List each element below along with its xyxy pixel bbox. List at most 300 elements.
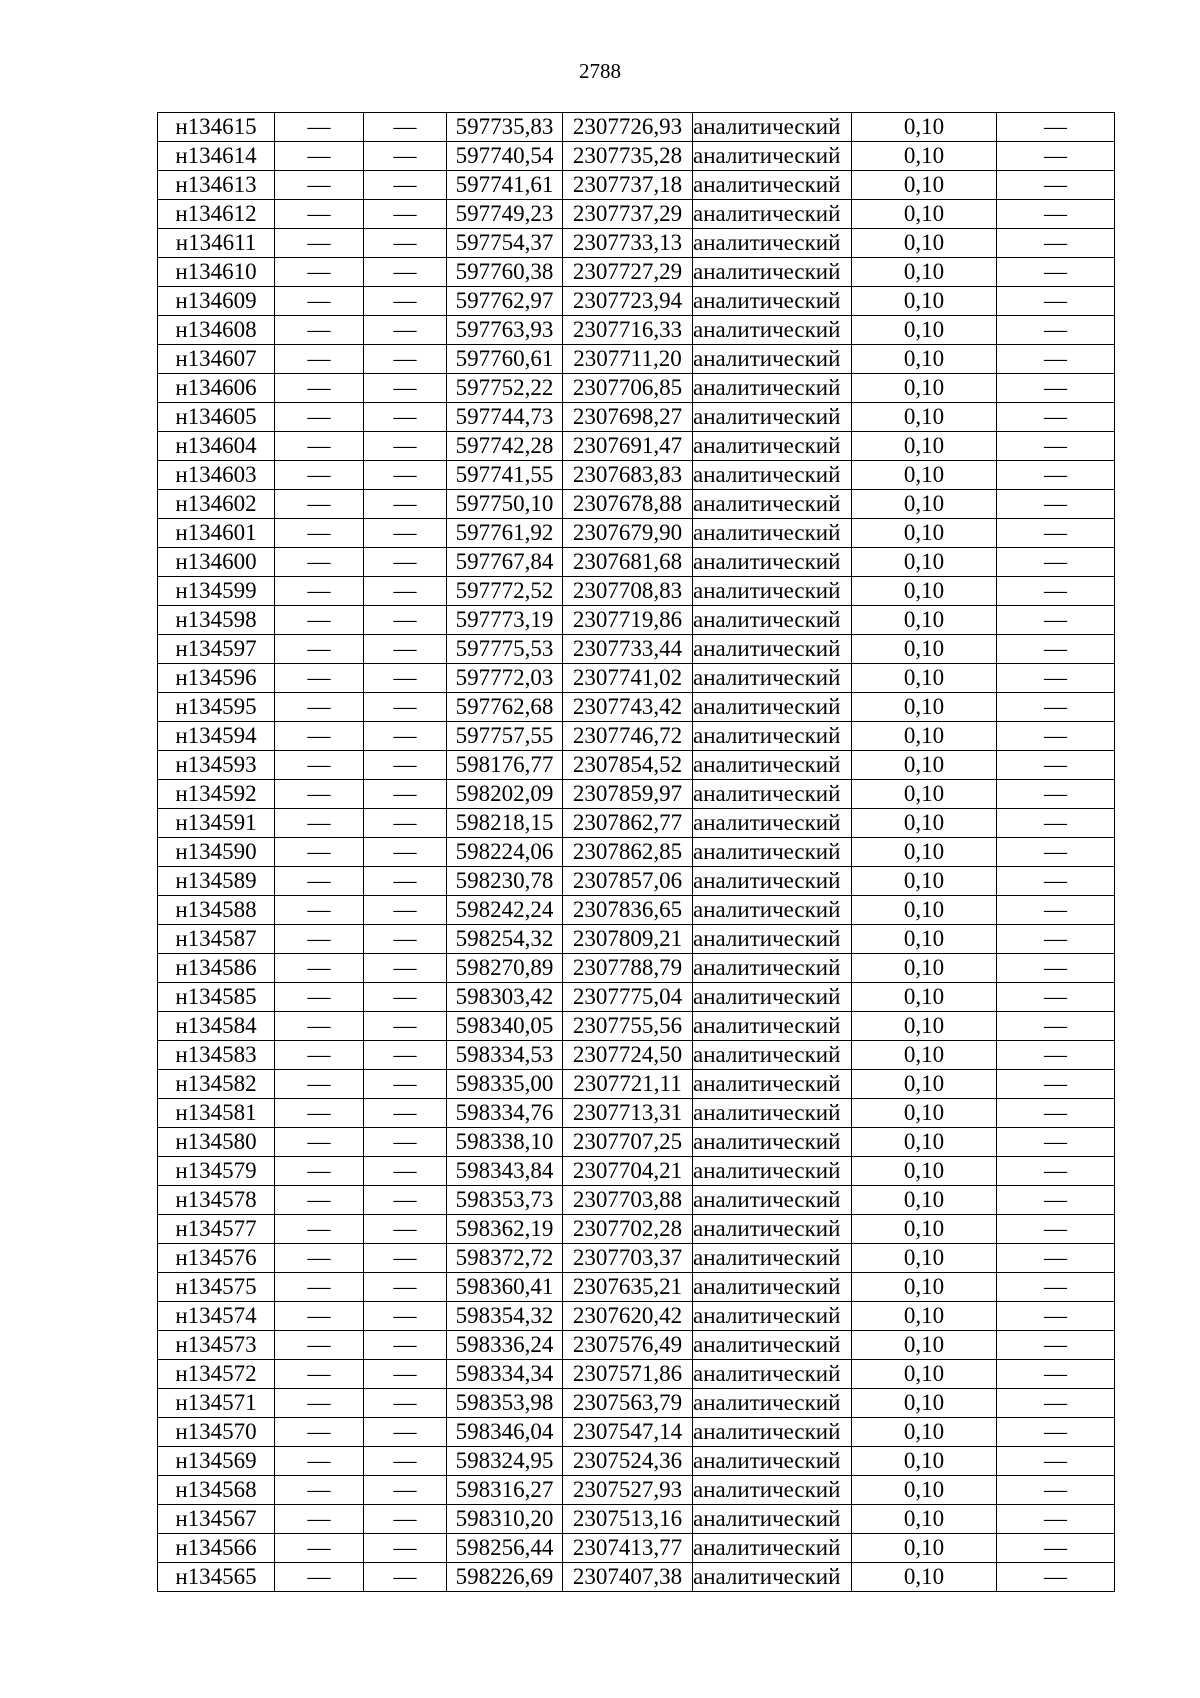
x-coordinate-cell: 598202,09 — [447, 780, 563, 809]
method-cell: аналитический — [693, 113, 852, 142]
y-coordinate-cell: 2307737,29 — [563, 200, 693, 229]
point-id-cell: н134593 — [158, 751, 275, 780]
point-id-cell: н134581 — [158, 1099, 275, 1128]
empty-value-cell: — — [364, 1505, 447, 1534]
empty-value-cell: — — [275, 1186, 364, 1215]
y-coordinate-cell: 2307702,28 — [563, 1215, 693, 1244]
x-coordinate-cell: 597749,23 — [447, 200, 563, 229]
x-coordinate-cell: 598334,53 — [447, 1041, 563, 1070]
y-coordinate-cell: 2307809,21 — [563, 925, 693, 954]
y-coordinate-cell: 2307862,85 — [563, 838, 693, 867]
empty-value-cell: — — [997, 1157, 1115, 1186]
empty-value-cell: — — [364, 1099, 447, 1128]
x-coordinate-cell: 598310,20 — [447, 1505, 563, 1534]
table-row — [158, 403, 1115, 432]
table-row — [158, 1302, 1115, 1331]
accuracy-cell: 0,10 — [852, 1534, 997, 1563]
empty-value-cell: — — [275, 1418, 364, 1447]
empty-value-cell: — — [997, 693, 1115, 722]
point-id-cell: н134605 — [158, 403, 275, 432]
y-coordinate-cell: 2307571,86 — [563, 1360, 693, 1389]
empty-value-cell: — — [364, 1041, 447, 1070]
point-id-cell: н134590 — [158, 838, 275, 867]
accuracy-cell: 0,10 — [852, 838, 997, 867]
empty-value-cell: — — [275, 809, 364, 838]
point-id-cell: н134578 — [158, 1186, 275, 1215]
method-cell: аналитический — [693, 722, 852, 751]
accuracy-cell: 0,10 — [852, 1563, 997, 1592]
empty-value-cell: — — [275, 1505, 364, 1534]
empty-value-cell: — — [997, 809, 1115, 838]
y-coordinate-cell: 2307513,16 — [563, 1505, 693, 1534]
point-id-cell: н134614 — [158, 142, 275, 171]
y-coordinate-cell: 2307836,65 — [563, 896, 693, 925]
empty-value-cell: — — [997, 548, 1115, 577]
accuracy-cell: 0,10 — [852, 229, 997, 258]
empty-value-cell: — — [275, 258, 364, 287]
method-cell: аналитический — [693, 751, 852, 780]
table-row — [158, 896, 1115, 925]
point-id-cell: н134611 — [158, 229, 275, 258]
empty-value-cell: — — [997, 1476, 1115, 1505]
method-cell: аналитический — [693, 983, 852, 1012]
method-cell: аналитический — [693, 664, 852, 693]
y-coordinate-cell: 2307788,79 — [563, 954, 693, 983]
method-cell: аналитический — [693, 1563, 852, 1592]
empty-value-cell: — — [275, 374, 364, 403]
empty-value-cell: — — [364, 1012, 447, 1041]
x-coordinate-cell: 598230,78 — [447, 867, 563, 896]
empty-value-cell: — — [364, 1534, 447, 1563]
empty-value-cell: — — [364, 403, 447, 432]
table-row — [158, 1418, 1115, 1447]
empty-value-cell: — — [275, 1157, 364, 1186]
y-coordinate-cell: 2307857,06 — [563, 867, 693, 896]
x-coordinate-cell: 598226,69 — [447, 1563, 563, 1592]
empty-value-cell: — — [997, 258, 1115, 287]
accuracy-cell: 0,10 — [852, 374, 997, 403]
x-coordinate-cell: 598336,24 — [447, 1331, 563, 1360]
table-row — [158, 1331, 1115, 1360]
empty-value-cell: — — [364, 577, 447, 606]
table-row — [158, 1563, 1115, 1592]
x-coordinate-cell: 598256,44 — [447, 1534, 563, 1563]
x-coordinate-cell: 598372,72 — [447, 1244, 563, 1273]
y-coordinate-cell: 2307737,18 — [563, 171, 693, 200]
accuracy-cell: 0,10 — [852, 751, 997, 780]
y-coordinate-cell: 2307683,83 — [563, 461, 693, 490]
empty-value-cell: — — [364, 345, 447, 374]
accuracy-cell: 0,10 — [852, 345, 997, 374]
point-id-cell: н134583 — [158, 1041, 275, 1070]
table-row — [158, 229, 1115, 258]
empty-value-cell: — — [997, 983, 1115, 1012]
empty-value-cell: — — [275, 896, 364, 925]
empty-value-cell: — — [275, 548, 364, 577]
accuracy-cell: 0,10 — [852, 490, 997, 519]
accuracy-cell: 0,10 — [852, 896, 997, 925]
table-row — [158, 1360, 1115, 1389]
x-coordinate-cell: 598334,76 — [447, 1099, 563, 1128]
point-id-cell: н134575 — [158, 1273, 275, 1302]
empty-value-cell: — — [275, 316, 364, 345]
accuracy-cell: 0,10 — [852, 983, 997, 1012]
accuracy-cell: 0,10 — [852, 664, 997, 693]
empty-value-cell: — — [275, 1273, 364, 1302]
y-coordinate-cell: 2307698,27 — [563, 403, 693, 432]
y-coordinate-cell: 2307755,56 — [563, 1012, 693, 1041]
accuracy-cell: 0,10 — [852, 1128, 997, 1157]
table-row — [158, 954, 1115, 983]
point-id-cell: н134608 — [158, 316, 275, 345]
y-coordinate-cell: 2307775,04 — [563, 983, 693, 1012]
y-coordinate-cell: 2307859,97 — [563, 780, 693, 809]
table-row — [158, 867, 1115, 896]
empty-value-cell: — — [275, 1534, 364, 1563]
y-coordinate-cell: 2307678,88 — [563, 490, 693, 519]
empty-value-cell: — — [364, 780, 447, 809]
x-coordinate-cell: 598224,06 — [447, 838, 563, 867]
x-coordinate-cell: 598324,95 — [447, 1447, 563, 1476]
y-coordinate-cell: 2307681,68 — [563, 548, 693, 577]
accuracy-cell: 0,10 — [852, 316, 997, 345]
y-coordinate-cell: 2307703,37 — [563, 1244, 693, 1273]
accuracy-cell: 0,10 — [852, 1215, 997, 1244]
empty-value-cell: — — [275, 751, 364, 780]
empty-value-cell: — — [275, 925, 364, 954]
empty-value-cell: — — [364, 142, 447, 171]
empty-value-cell: — — [275, 664, 364, 693]
method-cell: аналитический — [693, 1070, 852, 1099]
x-coordinate-cell: 597741,55 — [447, 461, 563, 490]
empty-value-cell: — — [275, 1447, 364, 1476]
empty-value-cell: — — [997, 200, 1115, 229]
point-id-cell: н134597 — [158, 635, 275, 664]
y-coordinate-cell: 2307726,93 — [563, 113, 693, 142]
method-cell: аналитический — [693, 1157, 852, 1186]
empty-value-cell: — — [364, 113, 447, 142]
point-id-cell: н134615 — [158, 113, 275, 142]
x-coordinate-cell: 598346,04 — [447, 1418, 563, 1447]
empty-value-cell: — — [997, 896, 1115, 925]
empty-value-cell: — — [364, 954, 447, 983]
y-coordinate-cell: 2307719,86 — [563, 606, 693, 635]
x-coordinate-cell: 598316,27 — [447, 1476, 563, 1505]
empty-value-cell: — — [364, 316, 447, 345]
accuracy-cell: 0,10 — [852, 432, 997, 461]
empty-value-cell: — — [275, 867, 364, 896]
table-row — [158, 635, 1115, 664]
empty-value-cell: — — [275, 983, 364, 1012]
x-coordinate-cell: 597740,54 — [447, 142, 563, 171]
y-coordinate-cell: 2307708,83 — [563, 577, 693, 606]
accuracy-cell: 0,10 — [852, 1099, 997, 1128]
x-coordinate-cell: 598343,84 — [447, 1157, 563, 1186]
empty-value-cell: — — [364, 896, 447, 925]
empty-value-cell: — — [364, 490, 447, 519]
empty-value-cell: — — [364, 548, 447, 577]
empty-value-cell: — — [364, 722, 447, 751]
point-id-cell: н134566 — [158, 1534, 275, 1563]
empty-value-cell: — — [997, 1418, 1115, 1447]
empty-value-cell: — — [275, 432, 364, 461]
accuracy-cell: 0,10 — [852, 1041, 997, 1070]
method-cell: аналитический — [693, 548, 852, 577]
empty-value-cell: — — [364, 1447, 447, 1476]
empty-value-cell: — — [275, 490, 364, 519]
empty-value-cell: — — [997, 1563, 1115, 1592]
empty-value-cell: — — [364, 432, 447, 461]
accuracy-cell: 0,10 — [852, 693, 997, 722]
empty-value-cell: — — [364, 1273, 447, 1302]
x-coordinate-cell: 597750,10 — [447, 490, 563, 519]
accuracy-cell: 0,10 — [852, 1360, 997, 1389]
table-row — [158, 1534, 1115, 1563]
accuracy-cell: 0,10 — [852, 925, 997, 954]
empty-value-cell: — — [364, 1070, 447, 1099]
empty-value-cell: — — [275, 287, 364, 316]
empty-value-cell: — — [364, 1215, 447, 1244]
point-id-cell: н134580 — [158, 1128, 275, 1157]
method-cell: аналитический — [693, 1186, 852, 1215]
y-coordinate-cell: 2307711,20 — [563, 345, 693, 374]
empty-value-cell: — — [275, 1070, 364, 1099]
empty-value-cell: — — [997, 403, 1115, 432]
x-coordinate-cell: 597762,68 — [447, 693, 563, 722]
empty-value-cell: — — [275, 1128, 364, 1157]
table-row — [158, 983, 1115, 1012]
method-cell: аналитический — [693, 1476, 852, 1505]
x-coordinate-cell: 597772,52 — [447, 577, 563, 606]
point-id-cell: н134573 — [158, 1331, 275, 1360]
method-cell: аналитический — [693, 925, 852, 954]
point-id-cell: н134599 — [158, 577, 275, 606]
point-id-cell: н134574 — [158, 1302, 275, 1331]
empty-value-cell: — — [364, 1186, 447, 1215]
table-row — [158, 1389, 1115, 1418]
point-id-cell: н134606 — [158, 374, 275, 403]
empty-value-cell: — — [275, 519, 364, 548]
accuracy-cell: 0,10 — [852, 113, 997, 142]
point-id-cell: н134579 — [158, 1157, 275, 1186]
x-coordinate-cell: 598354,32 — [447, 1302, 563, 1331]
x-coordinate-cell: 598353,98 — [447, 1389, 563, 1418]
method-cell: аналитический — [693, 867, 852, 896]
method-cell: аналитический — [693, 809, 852, 838]
y-coordinate-cell: 2307576,49 — [563, 1331, 693, 1360]
empty-value-cell: — — [997, 1215, 1115, 1244]
x-coordinate-cell: 597757,55 — [447, 722, 563, 751]
y-coordinate-cell: 2307704,21 — [563, 1157, 693, 1186]
y-coordinate-cell: 2307733,44 — [563, 635, 693, 664]
point-id-cell: н134612 — [158, 200, 275, 229]
y-coordinate-cell: 2307724,50 — [563, 1041, 693, 1070]
empty-value-cell: — — [997, 1041, 1115, 1070]
y-coordinate-cell: 2307727,29 — [563, 258, 693, 287]
empty-value-cell: — — [997, 171, 1115, 200]
accuracy-cell: 0,10 — [852, 1418, 997, 1447]
accuracy-cell: 0,10 — [852, 1157, 997, 1186]
empty-value-cell: — — [275, 1563, 364, 1592]
empty-value-cell: — — [275, 1331, 364, 1360]
y-coordinate-cell: 2307524,36 — [563, 1447, 693, 1476]
accuracy-cell: 0,10 — [852, 606, 997, 635]
y-coordinate-cell: 2307547,14 — [563, 1418, 693, 1447]
empty-value-cell: — — [275, 1215, 364, 1244]
method-cell: аналитический — [693, 896, 852, 925]
empty-value-cell: — — [997, 606, 1115, 635]
accuracy-cell: 0,10 — [852, 1012, 997, 1041]
empty-value-cell: — — [364, 751, 447, 780]
y-coordinate-cell: 2307635,21 — [563, 1273, 693, 1302]
empty-value-cell: — — [364, 258, 447, 287]
point-id-cell: н134601 — [158, 519, 275, 548]
empty-value-cell: — — [364, 1128, 447, 1157]
x-coordinate-cell: 597735,83 — [447, 113, 563, 142]
empty-value-cell: — — [275, 577, 364, 606]
empty-value-cell: — — [997, 461, 1115, 490]
point-id-cell: н134594 — [158, 722, 275, 751]
table-row — [158, 171, 1115, 200]
y-coordinate-cell: 2307713,31 — [563, 1099, 693, 1128]
x-coordinate-cell: 597752,22 — [447, 374, 563, 403]
accuracy-cell: 0,10 — [852, 1505, 997, 1534]
y-coordinate-cell: 2307703,88 — [563, 1186, 693, 1215]
point-id-cell: н134588 — [158, 896, 275, 925]
x-coordinate-cell: 597741,61 — [447, 171, 563, 200]
empty-value-cell: — — [364, 867, 447, 896]
y-coordinate-cell: 2307413,77 — [563, 1534, 693, 1563]
point-id-cell: н134596 — [158, 664, 275, 693]
method-cell: аналитический — [693, 142, 852, 171]
empty-value-cell: — — [364, 983, 447, 1012]
empty-value-cell: — — [364, 1157, 447, 1186]
accuracy-cell: 0,10 — [852, 1389, 997, 1418]
empty-value-cell: — — [275, 1476, 364, 1505]
point-id-cell: н134577 — [158, 1215, 275, 1244]
method-cell: аналитический — [693, 693, 852, 722]
point-id-cell: н134613 — [158, 171, 275, 200]
point-id-cell: н134603 — [158, 461, 275, 490]
table-row — [158, 1244, 1115, 1273]
method-cell: аналитический — [693, 1534, 852, 1563]
accuracy-cell: 0,10 — [852, 1302, 997, 1331]
table-row — [158, 142, 1115, 171]
point-id-cell: н134567 — [158, 1505, 275, 1534]
y-coordinate-cell: 2307743,42 — [563, 693, 693, 722]
accuracy-cell: 0,10 — [852, 577, 997, 606]
y-coordinate-cell: 2307854,52 — [563, 751, 693, 780]
method-cell: аналитический — [693, 1244, 852, 1273]
x-coordinate-cell: 598360,41 — [447, 1273, 563, 1302]
method-cell: аналитический — [693, 1389, 852, 1418]
x-coordinate-cell: 598340,05 — [447, 1012, 563, 1041]
method-cell: аналитический — [693, 519, 852, 548]
table-row — [158, 1099, 1115, 1128]
x-coordinate-cell: 597772,03 — [447, 664, 563, 693]
table-row — [158, 664, 1115, 693]
empty-value-cell: — — [364, 171, 447, 200]
table-row — [158, 316, 1115, 345]
empty-value-cell: — — [275, 461, 364, 490]
empty-value-cell: — — [364, 809, 447, 838]
x-coordinate-cell: 598338,10 — [447, 1128, 563, 1157]
empty-value-cell: — — [275, 693, 364, 722]
empty-value-cell: — — [364, 1302, 447, 1331]
method-cell: аналитический — [693, 200, 852, 229]
x-coordinate-cell: 598303,42 — [447, 983, 563, 1012]
point-id-cell: н134610 — [158, 258, 275, 287]
empty-value-cell: — — [997, 1273, 1115, 1302]
y-coordinate-cell: 2307862,77 — [563, 809, 693, 838]
x-coordinate-cell: 598242,24 — [447, 896, 563, 925]
empty-value-cell: — — [997, 490, 1115, 519]
x-coordinate-cell: 598218,15 — [447, 809, 563, 838]
point-id-cell: н134586 — [158, 954, 275, 983]
method-cell: аналитический — [693, 171, 852, 200]
point-id-cell: н134587 — [158, 925, 275, 954]
empty-value-cell: — — [364, 1244, 447, 1273]
x-coordinate-cell: 598353,73 — [447, 1186, 563, 1215]
empty-value-cell: — — [364, 664, 447, 693]
accuracy-cell: 0,10 — [852, 1244, 997, 1273]
table-row — [158, 200, 1115, 229]
x-coordinate-cell: 597775,53 — [447, 635, 563, 664]
table-row — [158, 1041, 1115, 1070]
accuracy-cell: 0,10 — [852, 722, 997, 751]
empty-value-cell: — — [997, 287, 1115, 316]
table-row — [158, 838, 1115, 867]
table-row — [158, 519, 1115, 548]
y-coordinate-cell: 2307721,11 — [563, 1070, 693, 1099]
point-id-cell: н134607 — [158, 345, 275, 374]
empty-value-cell: — — [275, 606, 364, 635]
empty-value-cell: — — [364, 606, 447, 635]
method-cell: аналитический — [693, 229, 852, 258]
empty-value-cell: — — [997, 722, 1115, 751]
y-coordinate-cell: 2307679,90 — [563, 519, 693, 548]
empty-value-cell: — — [997, 1244, 1115, 1273]
point-id-cell: н134568 — [158, 1476, 275, 1505]
x-coordinate-cell: 597760,61 — [447, 345, 563, 374]
point-id-cell: н134565 — [158, 1563, 275, 1592]
table-row — [158, 1128, 1115, 1157]
table-row — [158, 1157, 1115, 1186]
accuracy-cell: 0,10 — [852, 200, 997, 229]
table-row — [158, 809, 1115, 838]
empty-value-cell: — — [997, 1070, 1115, 1099]
method-cell: аналитический — [693, 316, 852, 345]
empty-value-cell: — — [997, 142, 1115, 171]
coordinates-table-body — [158, 113, 1115, 1592]
empty-value-cell: — — [997, 577, 1115, 606]
empty-value-cell: — — [997, 1331, 1115, 1360]
empty-value-cell: — — [275, 635, 364, 664]
empty-value-cell: — — [275, 838, 364, 867]
method-cell: аналитический — [693, 838, 852, 867]
table-row — [158, 490, 1115, 519]
table-row — [158, 113, 1115, 142]
table-row — [158, 258, 1115, 287]
empty-value-cell: — — [275, 1041, 364, 1070]
point-id-cell: н134585 — [158, 983, 275, 1012]
empty-value-cell: — — [275, 142, 364, 171]
accuracy-cell: 0,10 — [852, 1476, 997, 1505]
empty-value-cell: — — [997, 838, 1115, 867]
method-cell: аналитический — [693, 1302, 852, 1331]
empty-value-cell: — — [364, 1389, 447, 1418]
x-coordinate-cell: 598270,89 — [447, 954, 563, 983]
